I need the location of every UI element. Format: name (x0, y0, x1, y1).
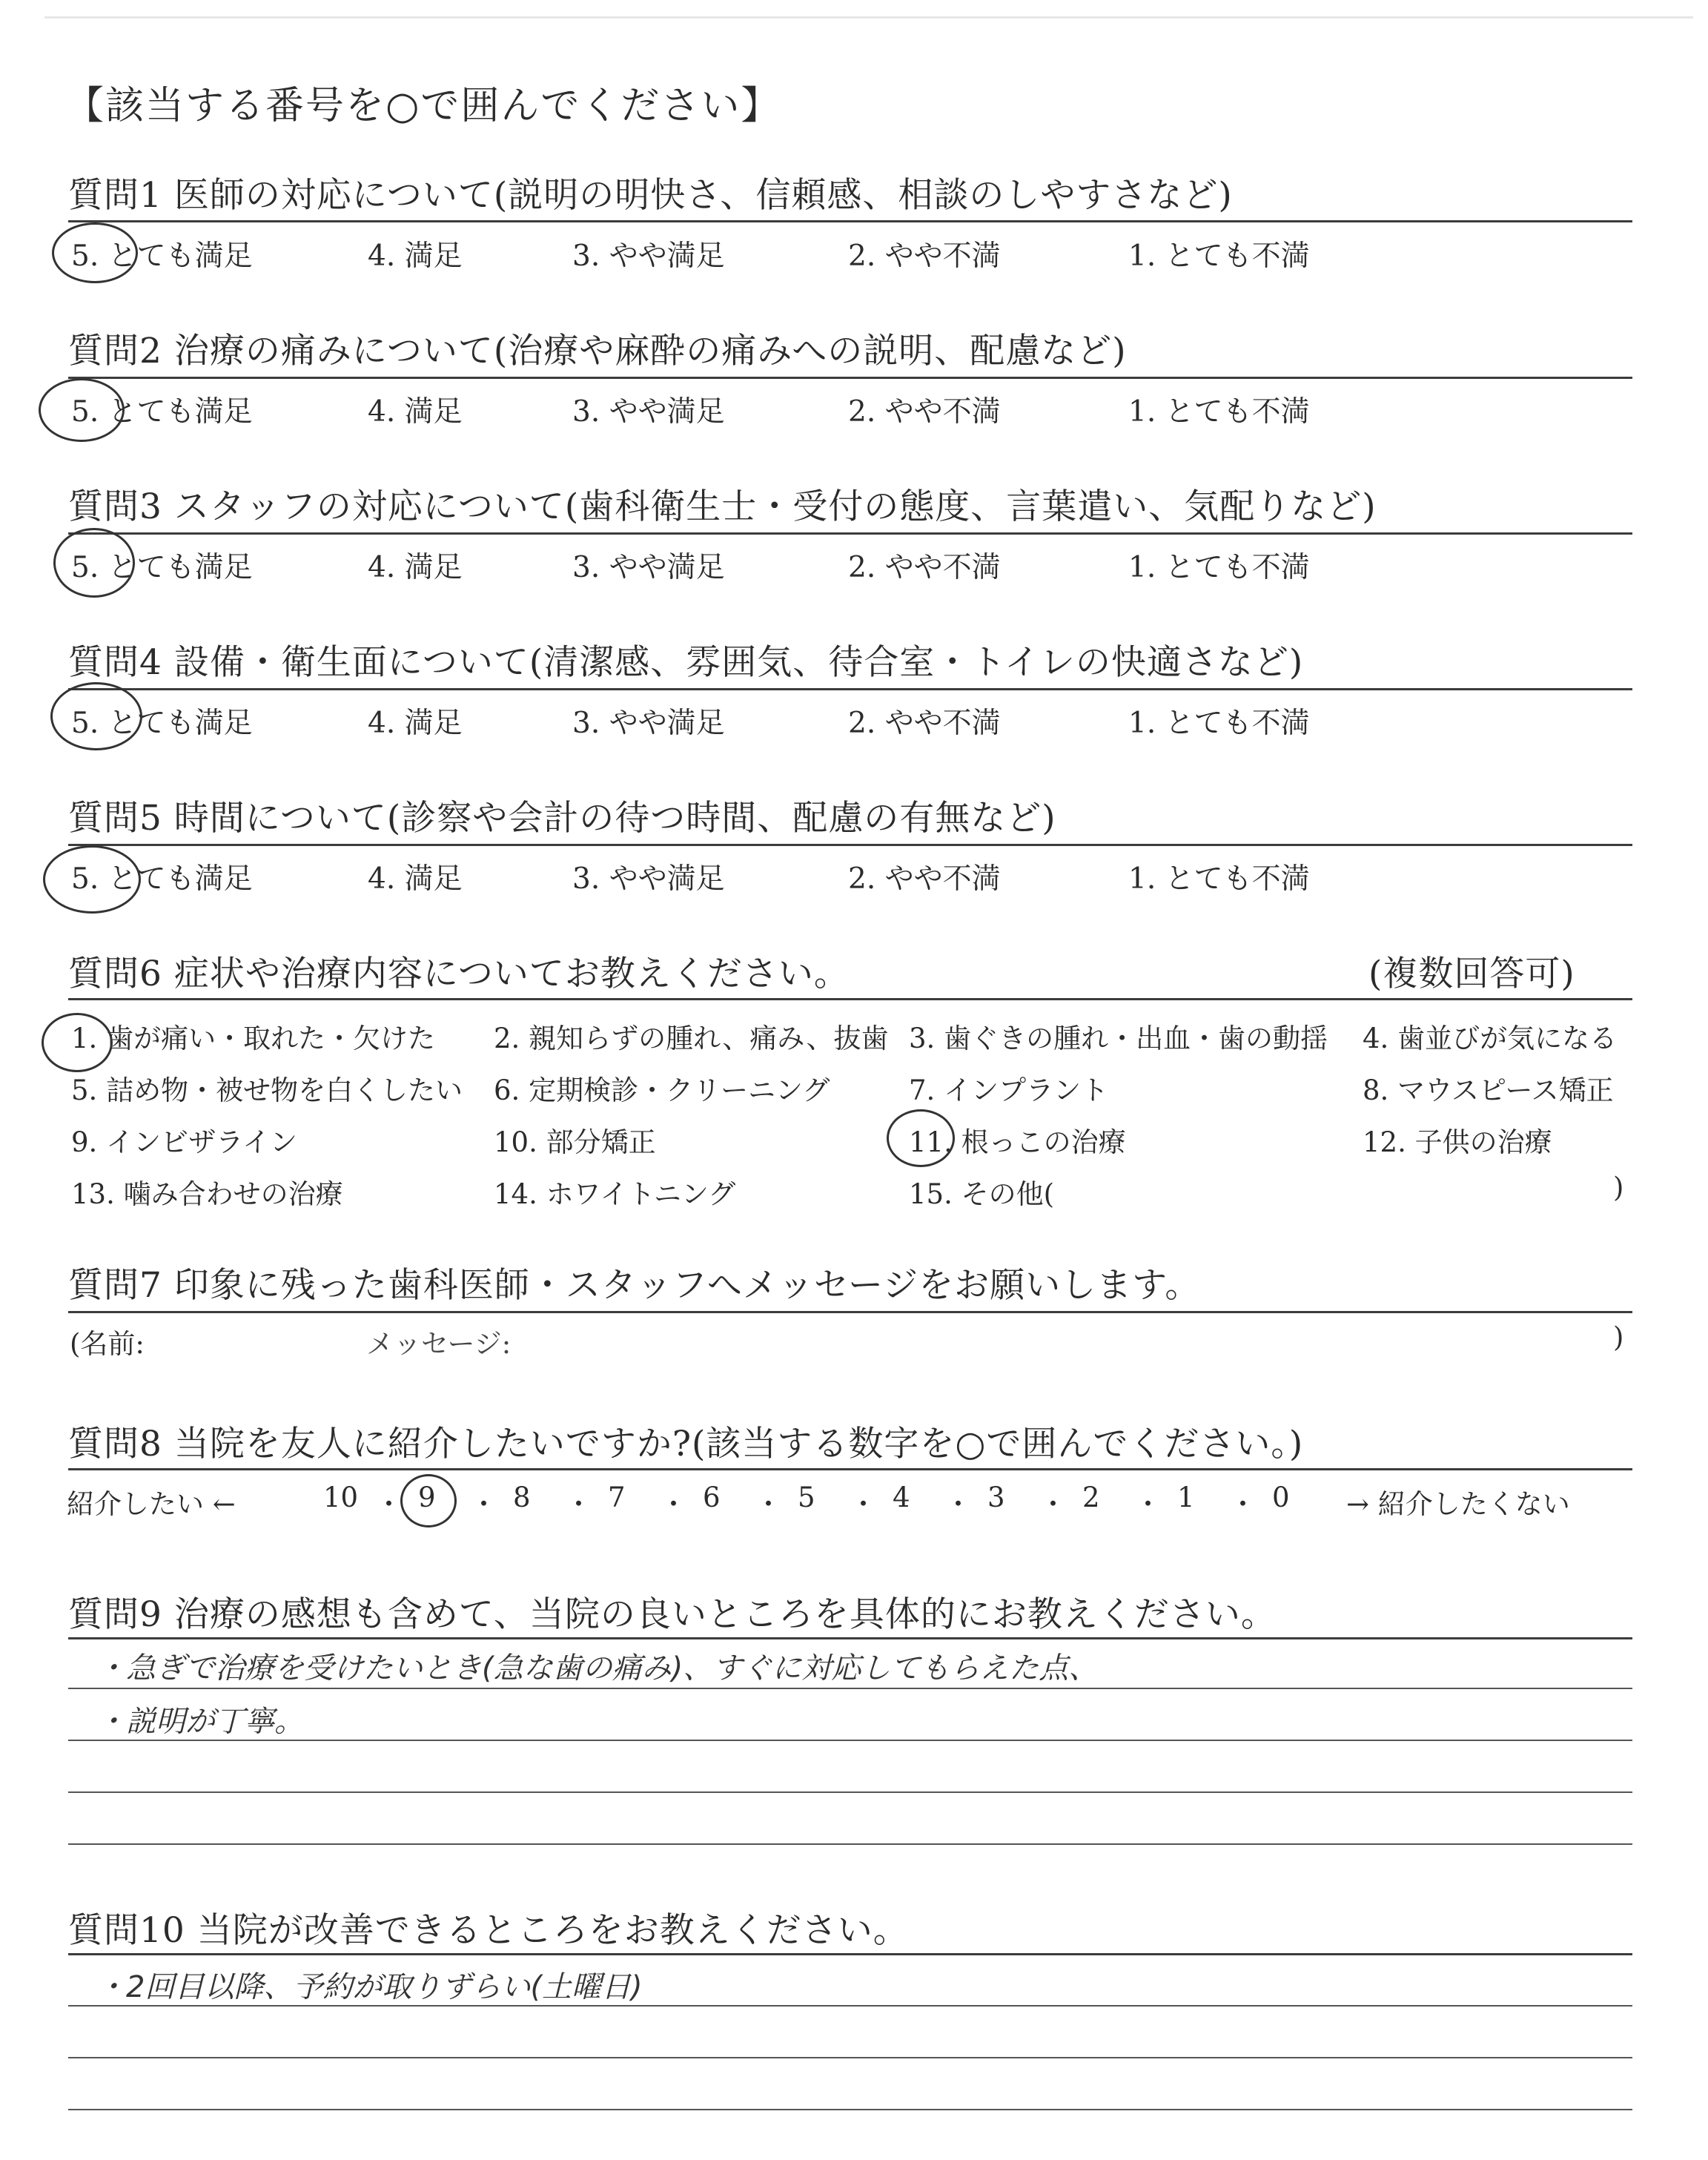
question-7-rule (68, 1311, 1632, 1313)
q6-item-11[interactable]: 11. 根っこの治療 (909, 1126, 1126, 1158)
q1-option-3[interactable]: 3. やや満足 (572, 240, 725, 273)
q1-option-2[interactable]: 2. やや不満 (848, 240, 1001, 273)
q5-option-2[interactable]: 2. やや不満 (848, 862, 1001, 896)
q8-scale-5[interactable]: 5 (798, 1482, 815, 1513)
q7-close: ) (1613, 1321, 1624, 1353)
q8-scale-dot: ・ (1134, 1488, 1162, 1520)
question-6-title: 質問6 症状や治療内容についてお教えください。 (68, 954, 850, 994)
q8-scale-9[interactable]: 9 (418, 1482, 436, 1513)
question-8-rule (68, 1468, 1632, 1470)
q2-option-5[interactable]: 5. とても満足 (71, 395, 253, 429)
q6-other-close: ) (1613, 1172, 1624, 1203)
q3-option-3[interactable]: 3. やや満足 (572, 551, 725, 584)
q9-answer-line-2: ・説明が丁寧。 (96, 1705, 304, 1739)
question-7-title: 質問7 印象に残った歯科医師・スタッフへメッセージをお願いします。 (68, 1265, 1201, 1306)
question-10-title: 質問10 当院が改善できるところをお教えください。 (68, 1910, 909, 1951)
question-6-note: (複数回答可) (1368, 954, 1575, 994)
q4-option-4[interactable]: 4. 満足 (368, 707, 463, 740)
q1-option-4[interactable]: 4. 満足 (368, 240, 463, 273)
q8-scale-6[interactable]: 6 (703, 1482, 721, 1513)
q1-option-1[interactable]: 1. とても不満 (1128, 240, 1310, 273)
q10-answer-rule-3 (68, 2109, 1632, 2110)
q8-scale-dot: ・ (944, 1488, 972, 1520)
q1-option-5[interactable]: 5. とても満足 (71, 240, 253, 273)
question-3-rule (68, 532, 1632, 535)
q5-option-3[interactable]: 3. やや満足 (572, 862, 725, 896)
question-9-rule (68, 1637, 1632, 1639)
q6-item-14[interactable]: 14. ホワイトニング (494, 1178, 736, 1210)
q6-item-13[interactable]: 13. 噛み合わせの治療 (71, 1178, 343, 1210)
q8-scale-dot: ・ (565, 1488, 592, 1520)
q7-name-label: (名前: (70, 1328, 145, 1360)
question-2-rule (68, 377, 1632, 379)
q3-option-5[interactable]: 5. とても満足 (71, 551, 253, 584)
question-10-rule (68, 1953, 1632, 1955)
q6-item-3[interactable]: 3. 歯ぐきの腫れ・出血・歯の動揺 (909, 1023, 1328, 1054)
q5-option-4[interactable]: 4. 満足 (368, 862, 463, 896)
q8-right-label: → 紹介したくない (1346, 1488, 1570, 1520)
q8-scale-8[interactable]: 8 (513, 1482, 531, 1513)
q8-scale-dot: ・ (1229, 1488, 1257, 1520)
q8-scale-4[interactable]: 4 (893, 1482, 910, 1513)
q8-scale-2[interactable]: 2 (1082, 1482, 1100, 1513)
q9-answer-line-1: ・急ぎで治療を受けたいとき(急な歯の痛み)、すぐに対応してもらえた点、 (96, 1651, 1099, 1685)
q6-item-12[interactable]: 12. 子供の治療 (1363, 1126, 1552, 1158)
q2-option-4[interactable]: 4. 満足 (368, 395, 463, 429)
q6-item-1[interactable]: 1. 歯が痛い・取れた・欠けた (71, 1023, 436, 1054)
q4-option-2[interactable]: 2. やや不満 (848, 707, 1001, 740)
question-8-title: 質問8 当院を友人に紹介したいですか?(該当する数字を○で囲んでください。) (68, 1424, 1304, 1464)
q9-answer-rule-1 (68, 1688, 1632, 1689)
q5-selection-circle (43, 845, 141, 914)
q8-selection-circle (400, 1474, 457, 1527)
q8-scale-dot: ・ (470, 1488, 497, 1520)
q10-answer-rule-1 (68, 2005, 1632, 2007)
q6-selection-circle-11 (887, 1109, 955, 1167)
q2-option-2[interactable]: 2. やや不満 (848, 395, 1001, 429)
q2-option-3[interactable]: 3. やや満足 (572, 395, 725, 429)
q8-scale-3[interactable]: 3 (987, 1482, 1005, 1513)
q5-option-5[interactable]: 5. とても満足 (71, 862, 253, 896)
q6-item-7[interactable]: 7. インプラント (909, 1074, 1109, 1106)
q9-answer-rule-4 (68, 1843, 1632, 1845)
question-5-rule (68, 844, 1632, 846)
q10-answer-line-1: ・2回目以降、予約が取りずらい(土曜日) (96, 1970, 643, 2004)
question-1-rule (68, 220, 1632, 222)
scan-edge (44, 16, 1693, 19)
q8-scale-1[interactable]: 1 (1177, 1482, 1195, 1513)
q8-left-label: 紹介したい ← (67, 1488, 236, 1520)
q6-item-15[interactable]: 15. その他( (909, 1178, 1055, 1210)
q6-item-2[interactable]: 2. 親知らずの腫れ、痛み、抜歯 (494, 1023, 889, 1054)
q10-answer-rule-2 (68, 2057, 1632, 2058)
question-5-title: 質問5 時間について(診察や会計の待つ時間、配慮の有無など) (68, 798, 1056, 839)
q8-scale-dot: ・ (850, 1488, 877, 1520)
q8-scale-0[interactable]: 0 (1272, 1482, 1290, 1513)
question-4-rule (68, 688, 1632, 690)
question-3-title: 質問3 スタッフの対応について(歯科衛生士・受付の態度、言葉遣い、気配りなど) (68, 486, 1377, 527)
page-header: 【該当する番号を○で囲んでください】 (65, 84, 781, 128)
q6-item-10[interactable]: 10. 部分矯正 (494, 1126, 656, 1158)
question-2-title: 質問2 治療の痛みについて(治療や麻酔の痛みへの説明、配慮など) (68, 331, 1127, 371)
q3-option-2[interactable]: 2. やや不満 (848, 551, 1001, 584)
q4-option-3[interactable]: 3. やや満足 (572, 707, 725, 740)
q8-scale-dot: ・ (755, 1488, 782, 1520)
q8-scale-dot: ・ (375, 1488, 403, 1520)
q8-scale-7[interactable]: 7 (608, 1482, 626, 1513)
q7-message-label: メッセージ: (366, 1328, 512, 1360)
q6-item-4[interactable]: 4. 歯並びが気になる (1363, 1023, 1618, 1054)
q5-option-1[interactable]: 1. とても不満 (1128, 862, 1310, 896)
q9-answer-rule-3 (68, 1791, 1632, 1793)
q4-option-1[interactable]: 1. とても不満 (1128, 707, 1310, 740)
q6-selection-circle-1 (42, 1013, 113, 1072)
q6-item-8[interactable]: 8. マウスピース矯正 (1363, 1074, 1614, 1106)
q9-answer-rule-2 (68, 1740, 1632, 1741)
q3-option-1[interactable]: 1. とても不満 (1128, 551, 1310, 584)
q2-selection-circle (39, 378, 125, 442)
question-9-title: 質問9 治療の感想も含めて、当院の良いところを具体的にお教えください。 (68, 1594, 1277, 1635)
q8-scale-10[interactable]: 10 (323, 1482, 359, 1513)
q6-item-6[interactable]: 6. 定期検診・クリーニング (494, 1074, 830, 1106)
q6-item-5[interactable]: 5. 詰め物・被せ物を白くしたい (71, 1074, 463, 1106)
q6-item-9[interactable]: 9. インビザライン (71, 1126, 297, 1158)
q3-selection-circle (53, 528, 135, 598)
question-6-rule (68, 998, 1632, 1000)
q4-option-5[interactable]: 5. とても満足 (71, 707, 253, 740)
question-4-title: 質問4 設備・衛生面について(清潔感、雰囲気、待合室・トイレの快適さなど) (68, 642, 1304, 683)
question-1-title: 質問1 医師の対応について(説明の明快さ、信頼感、相談のしやすさなど) (68, 175, 1233, 216)
q1-selection-circle (52, 222, 138, 283)
q4-selection-circle (50, 682, 142, 750)
q2-option-1[interactable]: 1. とても不満 (1128, 395, 1310, 429)
q8-scale-dot: ・ (1039, 1488, 1067, 1520)
q8-scale-dot: ・ (660, 1488, 687, 1520)
q3-option-4[interactable]: 4. 満足 (368, 551, 463, 584)
